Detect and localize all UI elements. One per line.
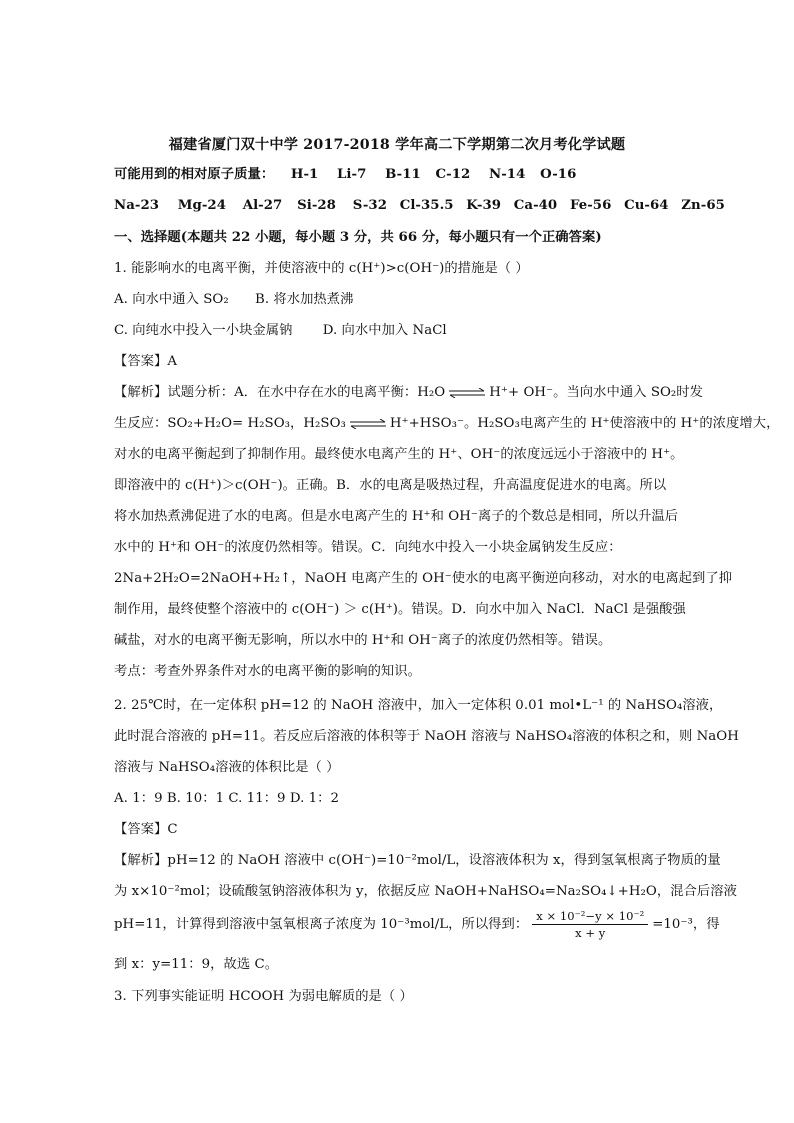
q2-analysis-line-3 <box>114 909 720 941</box>
q1-analysis-line-9: 碱盐，对水的电离平衡无影响，所以水中的 H⁺和 OH⁻离子的浓度仍然相等。错误。 <box>114 633 612 648</box>
q1-kaodian: 考点：考查外界条件对水的电离平衡的影响的知识。 <box>114 664 421 679</box>
q1-option-d: D. 向水中加入 NaCl <box>322 323 447 338</box>
reversible-arrow-icon <box>349 419 387 429</box>
atomic-mass-ca: Ca-40 <box>513 198 558 213</box>
q2-options: A. 1：9 B. 10：1 C. 11：9 D. 1：2 <box>114 791 339 806</box>
atomic-mass-label: 可能用到的相对原子质量： <box>114 167 275 182</box>
q1-analysis-line-5: 将水加热煮沸促进了水的电离。但是水电离产生的 H⁺和 OH⁻离子的个数总是相同，所以升温后 <box>114 509 679 524</box>
atomic-mass-li: Li-7 <box>337 167 367 182</box>
q2-analysis-line-2: 为 x×10⁻²mol；设硫酸氢钠溶液体积为 y，依据反应 NaOH+NaHSO₄=Na₂SO₄↓+H₂O，混合后溶液 <box>114 884 737 899</box>
q2-analysis-text: =10⁻³，得 <box>652 917 720 932</box>
atomic-mass-b: B-11 <box>385 167 421 182</box>
atomic-mass-c: C-12 <box>435 167 471 182</box>
q1-analysis-text: 生反应：SO₂+H₂O= H₂SO₃，H₂SO₃ <box>114 416 346 431</box>
atomic-mass-cl: Cl-35.5 <box>399 198 454 213</box>
reversible-arrow-icon <box>448 388 486 398</box>
q1-answer: 【答案】A <box>114 354 178 369</box>
q2-stem-line-1: 2. 25℃时，在一定体积 pH=12 的 NaOH 溶液中，加入一定体积 0.01 mol•L⁻¹ 的 NaHSO₄溶液， <box>114 698 723 713</box>
q1-analysis-line-1 <box>114 384 704 402</box>
q1-option-a: A. 向水中通入 SO₂ <box>114 292 229 307</box>
atomic-mass-fe: Fe-56 <box>569 198 612 213</box>
atomic-mass-h: H-1 <box>290 167 319 182</box>
q1-analysis-line-2 <box>114 415 780 433</box>
atomic-mass-row-2 <box>114 197 725 215</box>
q2-analysis-text: pH=11，计算得到溶液中氢氧根离子浓度为 10⁻³mol/L，所以得到： <box>114 917 529 932</box>
q3-stem: 3. 下列事实能证明 HCOOH 为弱电解质的是（ ） <box>114 989 413 1004</box>
q1-options-ab <box>114 291 684 309</box>
atomic-mass-mg: Mg-24 <box>177 198 227 213</box>
q2-analysis-line-1: 【解析】pH=12 的 NaOH 溶液中 c(OH⁻)=10⁻²mol/L，设溶液体积为 x，得到氢氧根离子物质的量 <box>114 853 721 868</box>
atomic-mass-si: Si-28 <box>297 198 336 213</box>
q1-option-b: B. 将水加热煮沸 <box>255 292 354 307</box>
q1-analysis-text: H⁺+ OH⁻。当向水中通入 SO₂时发 <box>489 385 704 400</box>
q2-answer: 【答案】C <box>114 822 178 837</box>
atomic-mass-s: S-32 <box>352 198 387 213</box>
fraction-denominator: x + y <box>575 926 606 940</box>
atomic-mass-cu: Cu-64 <box>624 198 669 213</box>
section-heading: 一、选择题(本题共 22 小题，每小题 3 分，共 66 分，每小题只有一个正确答案) <box>114 230 602 245</box>
q1-analysis-text: 【解析】试题分析：A．在水中存在水的电离平衡：H₂O <box>114 385 446 400</box>
atomic-mass-n: N-14 <box>489 167 526 182</box>
q1-option-c: C. 向纯水中投入一小块金属钠 <box>114 323 293 338</box>
concentration-fraction <box>532 909 648 940</box>
atomic-mass-o: O-16 <box>540 167 577 182</box>
q2-stem-line-2: 此时混合溶液的 pH=11。若反应后溶液的体积等于 NaOH 溶液与 NaHSO₄溶液的体积之和，则 NaOH <box>114 729 739 744</box>
atomic-mass-row-1 <box>114 166 684 184</box>
q1-options-cd <box>114 322 684 340</box>
q1-analysis-line-7: 2Na+2H₂O=2NaOH+H₂↑，NaOH 电离产生的 OH⁻使水的电离平衡逆向移动，对水的电离起到了抑 <box>114 571 733 586</box>
q1-analysis-line-3: 对水的电离平衡起到了抑制作用。最终使水电离产生的 H⁺、OH⁻的浓度远远小于溶液中的 H⁺。 <box>114 447 684 462</box>
atomic-mass-na: Na-23 <box>114 198 160 213</box>
fraction-numerator: x × 10⁻²−y × 10⁻² <box>532 909 648 925</box>
q1-analysis-text: H⁺+HSO₃⁻。H₂SO₃电离产生的 H⁺使溶液中的 H⁺的浓度增大， <box>389 416 780 431</box>
q1-analysis-line-8: 制作用，最终使整个溶液中的 c(OH⁻) ＞ c(H⁺)。错误。D．向水中加入 NaCl．NaCl 是强酸强 <box>114 602 686 617</box>
q1-analysis-line-6: 水中的 H⁺和 OH⁻的浓度仍然相等。错误。C．向纯水中投入一小块金属钠发生反应： <box>114 540 622 555</box>
q2-stem-line-3: 溶液与 NaHSO₄溶液的体积比是（ ） <box>114 760 340 775</box>
document-title: 福建省厦门双十中学 2017-2018 学年高二下学期第二次月考化学试题 <box>168 137 626 153</box>
atomic-mass-k: K-39 <box>466 198 502 213</box>
q1-stem: 1. 能影响水的电离平衡，并使溶液中的 c(H⁺)>c(OH⁻)的措施是（ ） <box>114 261 529 276</box>
atomic-mass-zn: Zn-65 <box>681 198 725 213</box>
q2-analysis-line-4: 到 x：y=11：9，故选 C。 <box>114 957 279 972</box>
atomic-mass-al: Al-27 <box>242 198 283 213</box>
q1-analysis-line-4: 即溶液中的 c(H⁺)＞c(OH⁻)。正确。B．水的电离是吸热过程，升高温度促进水的电离。所以 <box>114 478 667 493</box>
